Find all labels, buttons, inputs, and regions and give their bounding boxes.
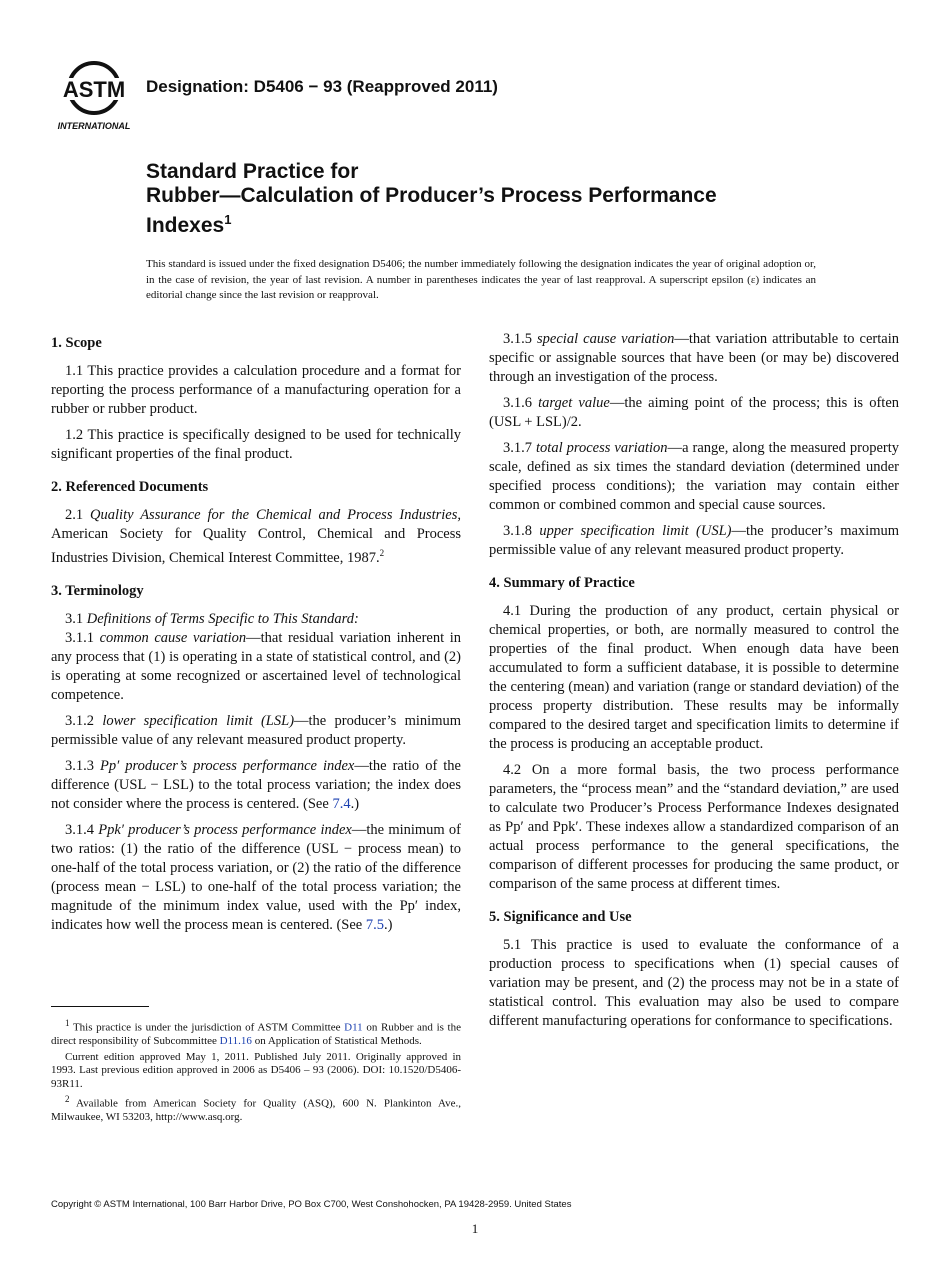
footnote-text: on Application of Statistical Methods. <box>251 1035 422 1048</box>
paragraph-4-2: 4.2 On a more formal basis, the two process performance parameters, the “process mean” and the “standard deviation,” are used to calculate two Producer’s Process Performance Indexes designated as Pp′ and Ppk′. These indexes allow a standardized comparison of an actual process performance to the general specifications, the comparison of different processes for producing the same product, or comparison of the same process at different times. <box>489 762 899 892</box>
paragraph-3-1-1 <box>51 629 461 705</box>
term: Ppk′ producer’s process performance index <box>98 821 352 838</box>
definition: —that variation attributable to certain specific or assignable sources that have been (or may be) discovered through an investigation of the process. <box>489 331 899 385</box>
right-column <box>489 330 899 1038</box>
paragraph-3-1-6 <box>489 394 899 432</box>
title-line-1: Standard Practice for <box>146 160 359 183</box>
intro-notice: This standard is issued under the fixed designation D5406; the number immediately following the designation indicates the year of original adoption or, in the case of revision, the year of last revision. A number in parentheses indicates the year of last reapproval. A superscript epsilon (ε) indicates an editorial change since the last revision or reapproval. <box>146 258 816 301</box>
reference-text: American Society for Quality Control, Chemical and Process Industries Division, Chemical Interest Committee, 1987. <box>51 526 461 566</box>
title-line-2: Rubber—Calculation of Producer’s Process Performance <box>146 184 717 207</box>
footnote-mark: 2 <box>65 1094 70 1105</box>
link-section-7-4[interactable]: 7.4 <box>332 795 351 812</box>
footnote-mark: 1 <box>65 1018 70 1028</box>
page-number: 1 <box>471 1221 479 1236</box>
section-heading-scope: 1. Scope <box>51 335 102 351</box>
title-footnote-mark: 1 <box>224 212 232 227</box>
paragraph-3-1-2 <box>51 712 461 750</box>
footnote-2 <box>51 1093 461 1125</box>
definition: —the ratio of the difference (USL − LSL) to the total process variation; the index does not consider where the process is centered. (See <box>51 757 461 812</box>
footnotes <box>51 1017 461 1127</box>
footnote-text: This practice is under the jurisdiction of ASTM Committee <box>69 1021 345 1034</box>
definition-end: .) <box>383 916 393 933</box>
para-number: 3.1.2 <box>65 712 103 729</box>
footnote-1 <box>51 1017 461 1049</box>
footnote-text: on Rubber and is the direct responsibility of Subcommittee <box>51 1021 461 1048</box>
link-section-7-5[interactable]: 7.5 <box>365 916 384 933</box>
para-number: 2.1 <box>65 507 91 523</box>
definitions-heading: Definitions of Terms Specific to This Standard: <box>86 610 359 627</box>
para-number: 3.1.5 <box>503 331 538 347</box>
definition: —the aiming point of the process; this is often (USL + LSL)/2. <box>489 395 900 430</box>
paragraph-3-1-7 <box>489 439 899 515</box>
para-number: 3.1.7 <box>503 440 537 456</box>
astm-logo-icon <box>52 60 136 134</box>
para-number: 3.1.3 <box>65 757 101 774</box>
term: Pp′ producer’s process performance index <box>100 757 355 774</box>
definition: —the minimum of two ratios: (1) the ratio of the difference (USL − process mean) to one-half of the total process variation, or (2) the ratio of the difference (process mean − LSL) to one-half of the total process variation; the magnitude of the minimum index value, used with the Pp′ index, indicates how well the process mean is centered. (See <box>51 821 462 933</box>
paragraph-3-1-4 <box>51 821 461 935</box>
para-number: 3.1.6 <box>503 395 539 411</box>
designation: Designation: D5406 − 93 (Reapproved 2011) <box>146 77 498 96</box>
footnote-ref-2[interactable]: 2 <box>379 548 385 558</box>
paragraph-1-2: 1.2 This practice is specifically designed to be used for technically significant properties of the final product. <box>51 427 461 462</box>
definition: —the producer’s maximum permissible value of any relevant measured product property. <box>489 523 899 558</box>
footnote-divider <box>51 1006 149 1007</box>
section-heading-referenced-documents: 2. Referenced Documents <box>51 479 209 495</box>
astm-logo <box>52 60 136 134</box>
logo-text: ASTM <box>62 77 126 102</box>
section-heading-terminology: 3. Terminology <box>51 582 144 599</box>
definition: —a range, along the measured property scale, defined as six times the standard deviation (determined under specified process conditions); the variation may contain either common or combined common and special cause sources. <box>489 440 899 513</box>
term: lower specification limit (LSL) <box>102 712 295 729</box>
definition: —that residual variation inherent in any process that (1) is operating in a state of statistical control, and (2) is operating at some recognized or ascertained level of technological competence. <box>51 629 462 703</box>
paragraph-3-1-5 <box>489 330 899 387</box>
para-number: 3.1.8 <box>503 523 540 539</box>
term: target value <box>538 395 610 411</box>
paragraph-3-1-3 <box>51 757 461 814</box>
term: upper specification limit (USL) <box>539 523 732 539</box>
copyright-notice: Copyright © ASTM International, 100 Barr Harbor Drive, PO Box C700, West Conshohocken, PA 19428-2959. United States <box>51 1199 572 1210</box>
para-number: 3.1 <box>65 610 87 627</box>
paragraph-1-1: 1.1 This practice provides a calculation procedure and a format for reporting the process performance of a manufacturing operation for a rubber or rubber product. <box>51 363 461 417</box>
term: common cause variation <box>99 629 247 646</box>
title-line-3: Indexes <box>146 214 225 237</box>
paragraph-3-1 <box>51 610 461 629</box>
term: special cause variation <box>537 331 675 347</box>
para-number: 3.1.1 <box>65 629 100 646</box>
link-committee-d11[interactable]: D11 <box>344 1021 363 1034</box>
section-heading-significance: 5. Significance and Use <box>489 909 632 925</box>
para-number: 3.1.4 <box>65 821 99 838</box>
footnote-edition: Current edition approved May 1, 2011. Published July 2011. Originally approved in 1993. Last previous edition approved in 2006 as D5406 – 93 (2006). DOI: 10.1520/D5406-93R11. <box>51 1050 461 1090</box>
left-column <box>51 330 461 942</box>
paragraph-5-1: 5.1 This practice is used to evaluate the conformance of a production process to specifications when (1) special causes of variation may be present, and (2) the process may not be in a state of statistical control. This evaluation may also be used to compare different manufacturing operations for conformance to specifications. <box>489 937 899 1029</box>
paragraph-4-1: 4.1 During the production of any product, certain physical or chemical properties, or both, are normally measured to control the properties of the final product. When enough data have been accumulated to form a sufficient database, it is possible to determine the centering (mean) and variation (range or standard deviation) of the process property distribution. These results may be informally compared to the desired target and specification limits to determine if the process is producing an acceptable product. <box>489 603 899 752</box>
term: total process variation <box>536 440 668 456</box>
document-title <box>146 160 866 238</box>
footnote-text: Available from American Society for Quality (ASQ), 600 N. Plankinton Ave., Milwaukee, WI 53203, http://www.asq.org. <box>51 1097 461 1124</box>
definition-end: .) <box>350 795 360 812</box>
logo-subtext: INTERNATIONAL <box>57 121 131 131</box>
section-heading-summary: 4. Summary of Practice <box>489 575 635 591</box>
paragraph-3-1-8 <box>489 522 899 560</box>
reference-title: Quality Assurance for the Chemical and Process Industries, <box>90 507 462 523</box>
paragraph-2-1 <box>51 506 461 568</box>
link-subcommittee-d11-16[interactable]: D11.16 <box>219 1035 252 1048</box>
definition: —the producer’s minimum permissible value of any relevant measured product property. <box>51 712 462 748</box>
